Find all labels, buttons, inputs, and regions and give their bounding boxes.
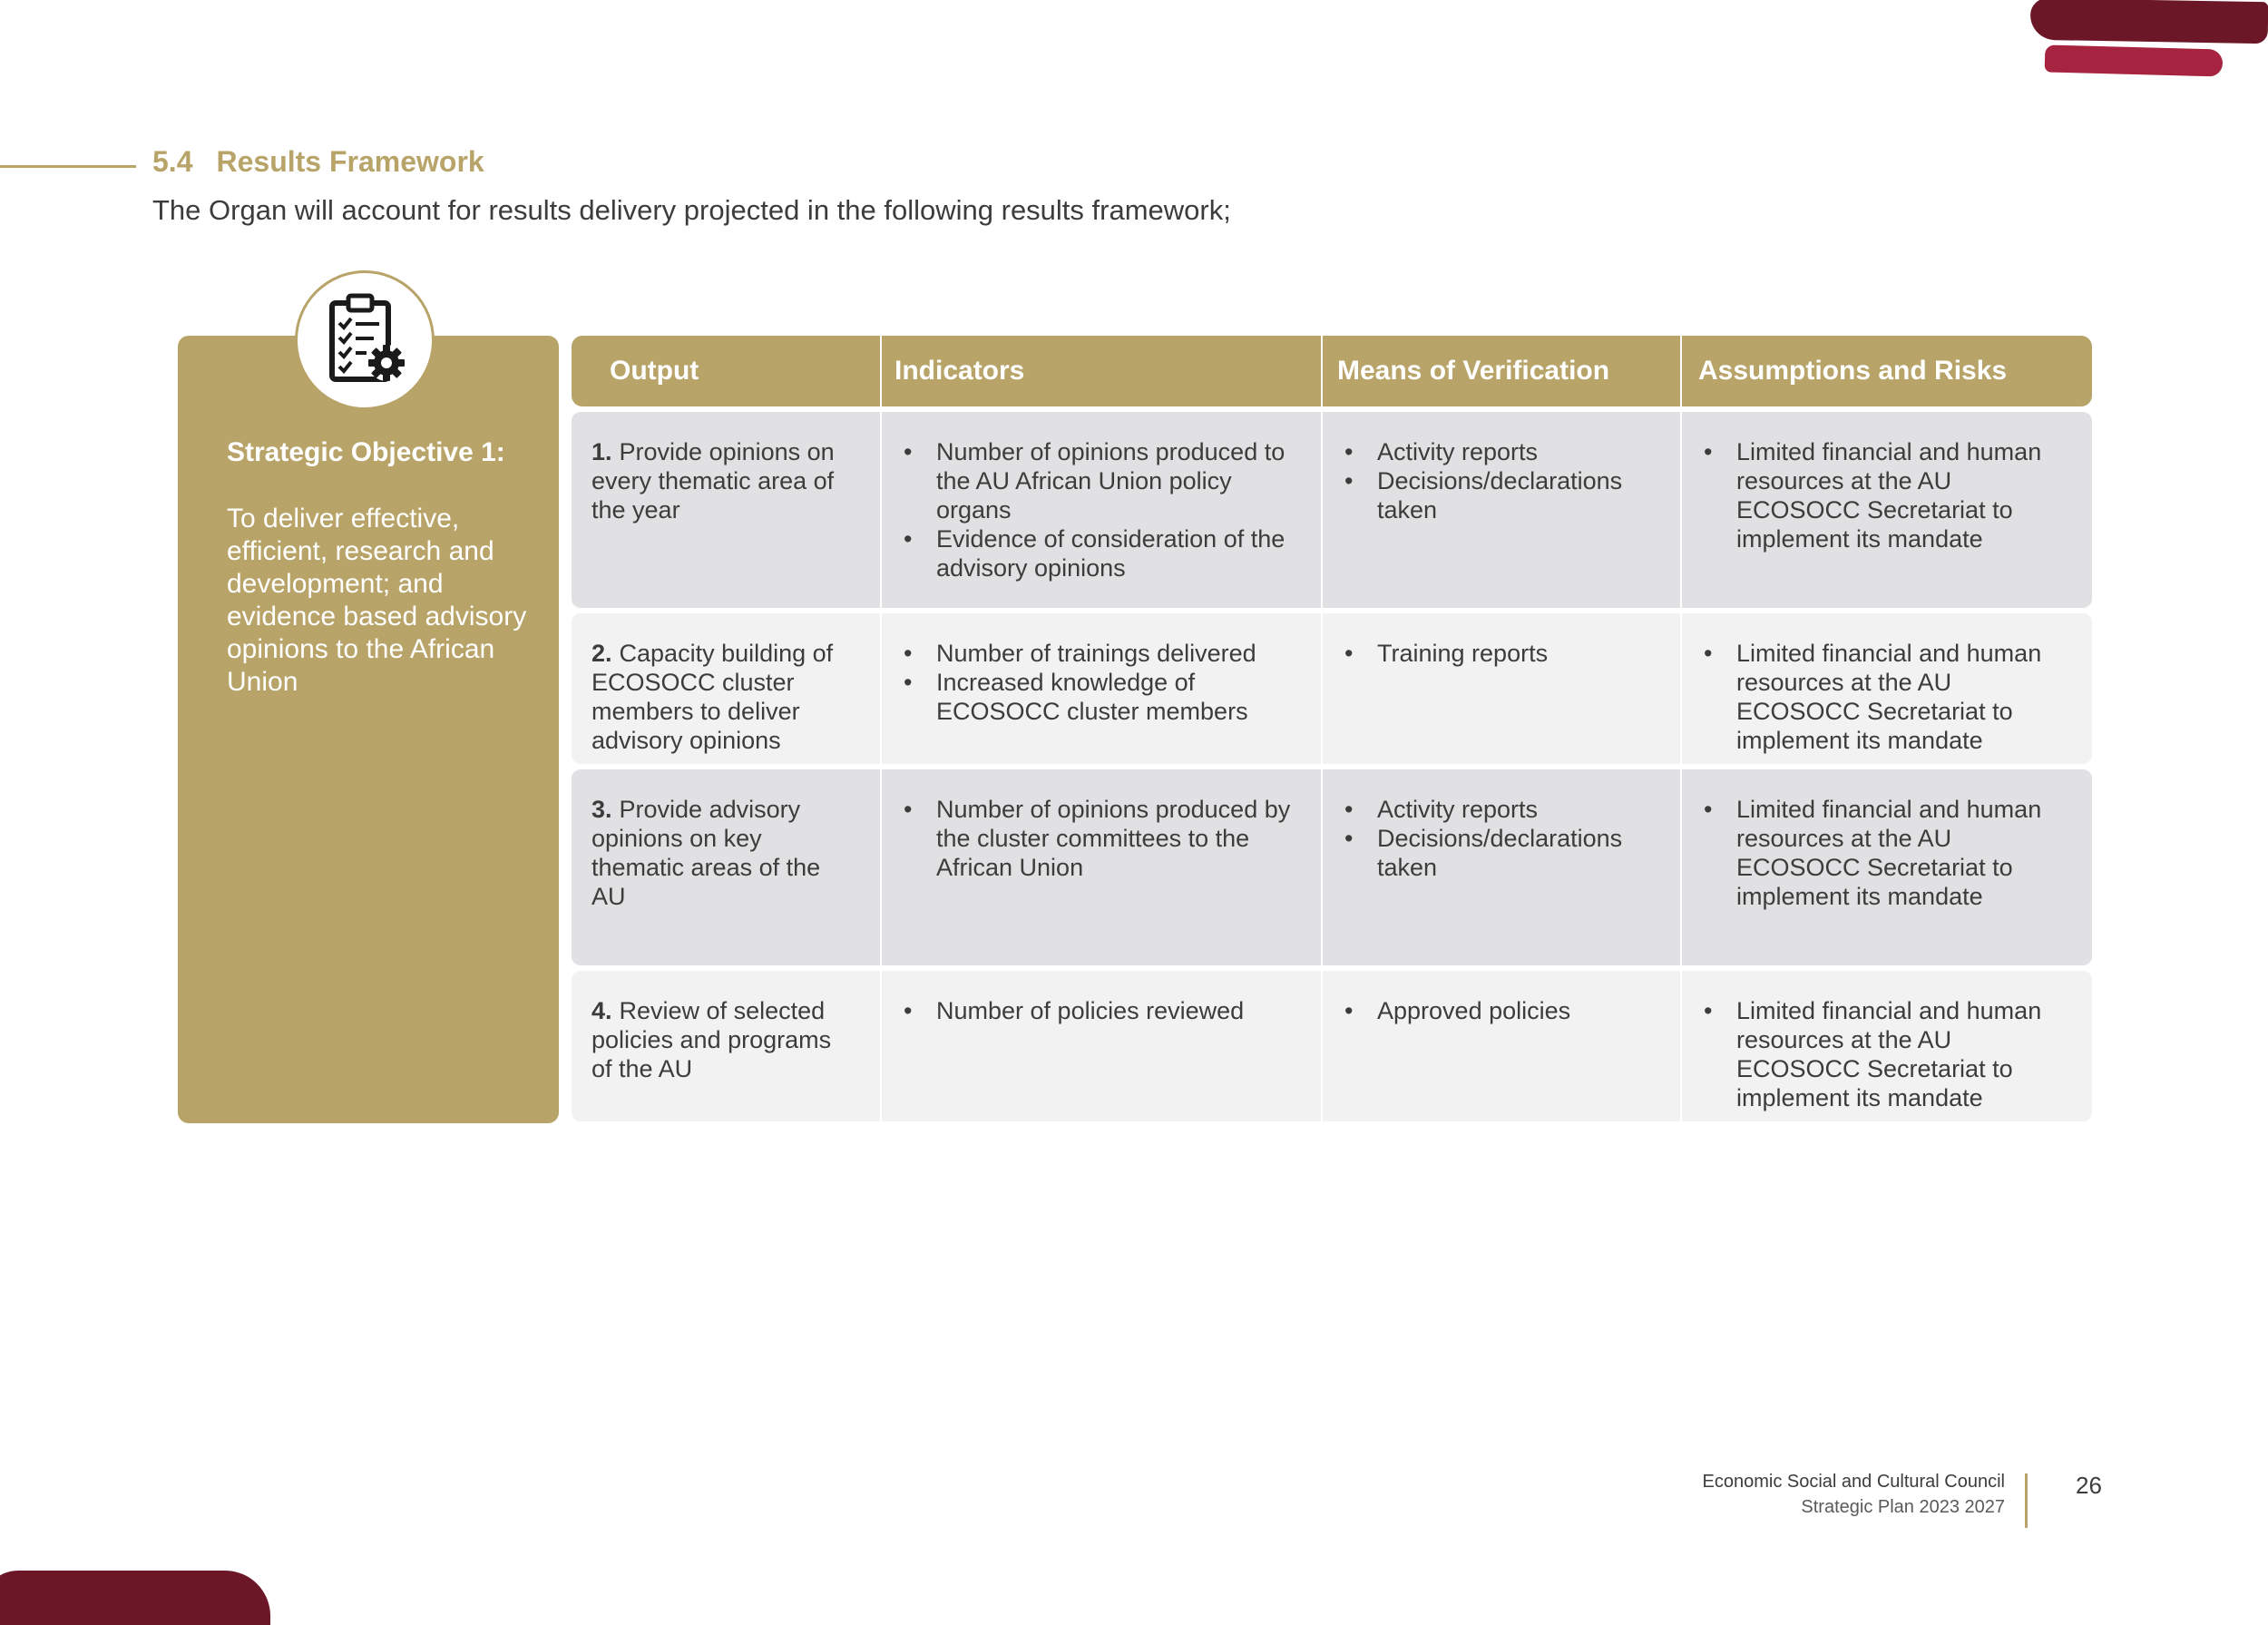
indicator-item: • Number of trainings delivered [902, 639, 1303, 668]
header-output: Output [572, 336, 882, 406]
objective-text: To deliver effective, efficient, research and development; and evidence based advisory opinions to the African Union [227, 504, 527, 697]
indicators-cell [882, 613, 1323, 764]
output-cell [572, 971, 882, 1121]
output-cell [572, 769, 882, 965]
header-indicators: Indicators [882, 336, 1323, 406]
output-text: Provide advisory opinions on key thematic areas of the AU [591, 796, 821, 910]
indicators-cell [882, 769, 1323, 965]
indicator-item: • Number of policies reviewed [902, 996, 1303, 1025]
indicators-cell [882, 971, 1323, 1121]
heading-rule [0, 165, 136, 168]
output-number: 1. [591, 438, 612, 465]
risk-item: • Limited financial and human resources at the AU ECOSOCC Secretariat to implement its mandate [1702, 795, 2074, 911]
table-row [572, 412, 2092, 608]
table-header [572, 336, 2092, 406]
header-assumptions-and-risks: Assumptions and Risks [1698, 356, 2008, 386]
output-text: Provide opinions on every thematic area of the year [591, 438, 835, 524]
section-number: 5.4 [152, 145, 193, 178]
output-text: Capacity building of ECOSOCC cluster members to deliver advisory opinions [591, 640, 834, 754]
risks-cell [1682, 971, 2092, 1121]
footer-plan-title: Strategic Plan 2023 2027 [1801, 1497, 2005, 1517]
output-number: 4. [591, 997, 612, 1024]
section-title: Results Framework [216, 145, 484, 178]
strategic-objective-panel [178, 336, 559, 1123]
risk-item: • Limited financial and human resources at the AU ECOSOCC Secretariat to implement its mandate [1702, 639, 2074, 755]
verification-cell [1323, 971, 1682, 1121]
footer-organization: Economic Social and Cultural Council [1702, 1472, 2005, 1492]
risk-item: • Limited financial and human resources at the AU ECOSOCC Secretariat to implement its mandate [1702, 996, 2074, 1112]
decorative-brush-stroke-bottom [0, 1571, 270, 1625]
verification-item: • Training reports [1343, 639, 1662, 668]
indicator-item: • Number of opinions produced by the cluster committees to the African Union [902, 795, 1303, 882]
verification-cell [1323, 412, 1682, 608]
output-number: 3. [591, 796, 612, 823]
verification-item: • Decisions/declarations taken [1343, 824, 1662, 882]
verification-cell [1323, 769, 1682, 965]
decorative-brush-stroke-top-accent [2045, 44, 2224, 76]
risks-cell [1682, 412, 2092, 608]
footer-divider [2025, 1473, 2028, 1528]
verification-item: • Approved policies [1343, 996, 1662, 1025]
verification-item: • Activity reports [1343, 795, 1662, 824]
indicator-item: • Increased knowledge of ECOSOCC cluster members [902, 668, 1303, 726]
section-heading [152, 145, 484, 179]
page-number: 26 [2076, 1472, 2102, 1499]
risks-cell [1682, 613, 2092, 764]
clipboard-checklist-gear-icon [295, 270, 435, 410]
output-cell [572, 613, 882, 764]
decorative-brush-stroke-top [2030, 0, 2268, 44]
objective-title: Strategic Objective 1: [227, 437, 505, 467]
header-means-of-verification: Means of Verification [1323, 336, 1682, 406]
table-row [572, 769, 2092, 965]
indicator-item: • Number of opinions produced to the AU African Union policy organs [902, 437, 1303, 524]
indicators-cell [882, 412, 1323, 608]
verification-cell [1323, 613, 1682, 764]
table-row [572, 613, 2092, 764]
verification-item: • Decisions/declarations taken [1343, 466, 1662, 524]
output-cell [572, 412, 882, 608]
table-row [572, 971, 2092, 1121]
verification-item: • Activity reports [1343, 437, 1662, 466]
risks-cell [1682, 769, 2092, 965]
risk-item: • Limited financial and human resources at the AU ECOSOCC Secretariat to implement its mandate [1702, 437, 2074, 553]
output-text: Review of selected policies and programs of the AU [591, 997, 832, 1082]
output-number: 2. [591, 640, 612, 667]
indicator-item: • Evidence of consideration of the advisory opinions [902, 524, 1303, 582]
section-intro: The Organ will account for results delivery projected in the following results framework; [152, 194, 1231, 226]
results-framework-table [572, 336, 2092, 1121]
